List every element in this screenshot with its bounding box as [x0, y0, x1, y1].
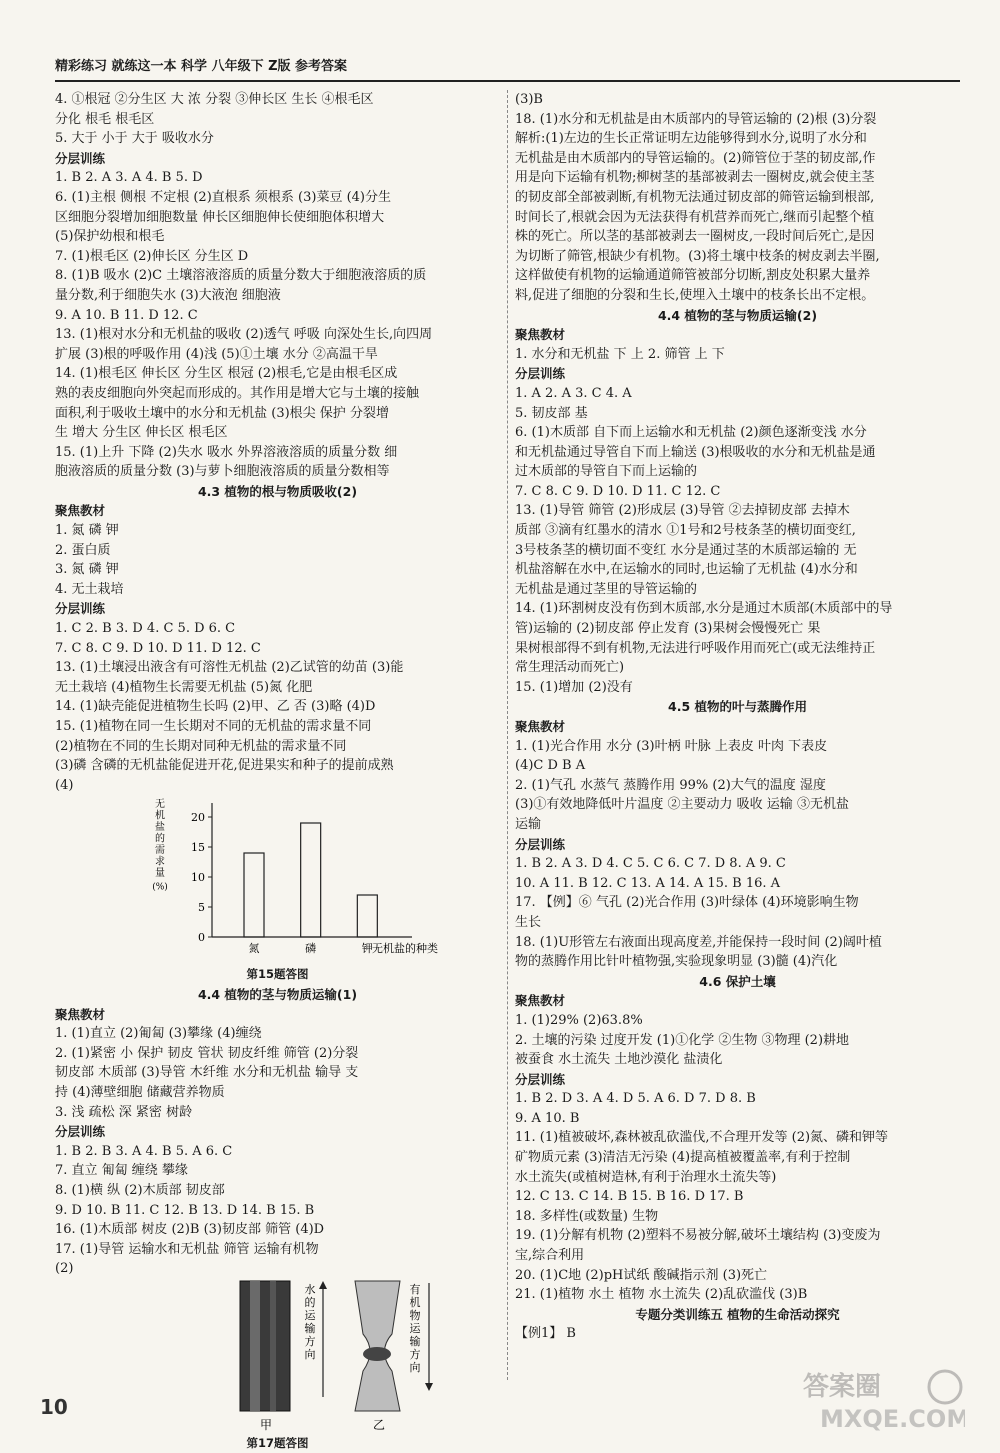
answer-line: 2. 蛋白质 — [55, 542, 111, 558]
y-axis-label-char: 无 — [155, 799, 165, 811]
answer-line: 15. (1)植物在同一生长期对不同的无机盐的需求量不同 — [55, 719, 372, 734]
answer-line: 株的死亡。所以茎的基部被剥去一圈树皮,一段时间后死亡,是因 — [515, 229, 875, 245]
figure-caption: 第17题答图 — [246, 1435, 309, 1450]
answer-line: (2)植物在不同的生长期对同种无机盐的需求量不同 — [55, 738, 347, 754]
stem-a-stripe — [270, 1281, 276, 1411]
up-arrow-head — [319, 1281, 327, 1289]
y-tick-label: 5 — [198, 901, 205, 915]
answer-line: 4. ①根冠 ②分生区 大 浓 分裂 ③伸长区 生长 ④根毛区 — [55, 92, 374, 107]
answer-line: 5. 大于 小于 大于 吸收水分 — [55, 131, 214, 147]
answer-line: 3. 氮 磷 钾 — [55, 562, 119, 578]
y-axis-label-char: 的 — [155, 833, 165, 845]
stem-a-highlight — [250, 1281, 260, 1411]
answer-line: 1. 水分和无机盐 下 上 2. 筛管 上 下 — [515, 346, 725, 362]
answer-line: 1. (1)直立 (2)匍匐 (3)攀缘 (4)缠绕 — [55, 1026, 262, 1042]
answer-line: 过木质部的导管自下而上运输的 — [515, 464, 698, 480]
answer-line: 9. A 10. B 11. D 12. C — [55, 307, 198, 323]
answer-line: 9. D 10. B 11. C 12. B 13. D 14. B 15. B — [55, 1202, 315, 1218]
answer-line: 1. C 2. B 3. D 4. C 5. D 6. C — [55, 621, 236, 637]
y-tick-label: 20 — [191, 811, 205, 825]
answer-line: 胞液溶质的质量分数 (3)与萝卜细胞液溶质的质量分数相等 — [55, 464, 390, 480]
answer-line: (3)B — [515, 92, 543, 107]
answer-line: 7. (1)根毛区 (2)伸长区 分生区 D — [55, 248, 249, 264]
stem-b-swelling — [363, 1347, 391, 1361]
answer-line: 6. (1)木质部 自下而上运输水和无机盐 (2)颜色逐渐变浅 水分 — [515, 425, 867, 441]
answer-line: 的韧皮部全部被剥断,有机物无法通过韧皮部的筛管运输到根部, — [515, 189, 875, 205]
answer-line: 宝,综合利用 — [515, 1248, 585, 1264]
subsection-heading: 聚焦教材 — [515, 993, 566, 1009]
answer-line: 生 增大 分生区 伸长区 根毛区 — [55, 425, 228, 441]
answer-line: 解析:(1)左边的生长正常证明左边能够得到水分,说明了水分和 — [515, 131, 867, 147]
answer-line: 14. (1)环割树皮没有伤到木质部,水分是通过木质部(木质部中的导 — [515, 601, 893, 617]
answer-line: 3. 浅 疏松 深 紧密 树龄 — [55, 1104, 193, 1120]
answer-line: 10. A 11. B 12. C 13. A 14. A 15. B 16. A — [515, 875, 781, 891]
answer-line: 分化 根毛 根毛区 — [55, 111, 155, 127]
fig17-right-label: 乙 — [373, 1417, 386, 1432]
answer-line: 1. 氮 磷 钾 — [55, 523, 119, 539]
page-number: 10 — [40, 1395, 68, 1419]
fig17-right-text-char: 输 — [409, 1334, 421, 1348]
answer-line: 18. (1)U形管左右液面出现高度差,并能保持一段时间 (2)阔叶植 — [515, 934, 882, 950]
answer-line: 15. (1)上升 下降 (2)失水 吸水 外界溶液溶质的质量分数 细 — [55, 444, 398, 460]
answer-line: 13. (1)导管 筛管 (2)形成层 (3)导管 ②去掉韧皮部 去掉木 — [515, 503, 850, 519]
answer-line: (2) — [55, 1261, 74, 1277]
answer-line: (4)C D B A — [515, 758, 586, 774]
answer-line: 物的蒸腾作用比针叶植物强,实验现象明显 (3)髓 (4)汽化 — [515, 954, 838, 970]
x-tick-label: 氮 — [248, 942, 260, 956]
x-tick-label: 钾 — [361, 942, 373, 956]
answer-line: 面积,利于吸收土壤中的水分和无机盐 (3)根尖 保护 分裂增 — [55, 405, 389, 421]
subsection-heading: 聚焦教材 — [515, 719, 566, 734]
answer-line: 果树根部得不到有机物,无法进行呼吸作用而死亡(或无法维持正 — [515, 640, 876, 656]
answer-line: 15. (1)增加 (2)没有 — [515, 679, 633, 695]
section-title: 4.4 植物的茎与物质运输(2) — [657, 307, 818, 323]
answer-line: 5. 韧皮部 基 — [515, 405, 588, 421]
answer-line: 机盐溶解在水中,在运输水的同时,也运输了无机盐 (4)水分和 — [515, 562, 858, 578]
answer-line: 运输 — [515, 816, 542, 832]
page-header: 精彩练习 就练这一本 科学 八年级下 Z版 参考答案 — [55, 55, 960, 82]
left-column — [55, 90, 500, 1453]
subsection-heading: 聚焦教材 — [55, 503, 106, 519]
answer-line: 6. (1)主根 侧根 不定根 (2)直根系 须根系 (3)菜豆 (4)分生 — [55, 189, 391, 205]
figure-17-container — [55, 1279, 500, 1434]
subsection-heading: 分层训练 — [55, 150, 106, 166]
answer-line: 14. (1)根毛区 伸长区 分生区 根冠 (2)根毛,它是由根毛区成 — [55, 366, 398, 382]
answer-line: 料,促进了细胞的分裂和生长,使埋入土壤中的枝条长出不定根。 — [515, 287, 875, 303]
answer-line: (5)保护幼根和根毛 — [55, 229, 165, 245]
section-title: 4.5 植物的叶与蒸腾作用 — [668, 699, 807, 715]
fig17-right-text-char: 物 — [409, 1308, 421, 1322]
answer-line: 时间长了,根就会因为无法获得有机营养而死亡,继而引起整个植 — [515, 209, 875, 225]
answer-line: 3号枝条茎的横切面不变红 水分是通过茎的木质部运输的 无 — [515, 542, 857, 558]
fig17-left-text-char: 的 — [304, 1295, 316, 1309]
answer-line: 7. C 8. C 9. D 10. D 11. C 12. C — [515, 483, 721, 499]
answer-line: 被蚕食 水土流失 土地沙漠化 盐渍化 — [515, 1052, 723, 1068]
subsection-heading: 分层训练 — [515, 836, 566, 852]
answer-line: (3)磷 含磷的无机盐能促进开花,促进果实和种子的提前成熟 — [55, 758, 394, 774]
x-tick-label: 磷 — [305, 942, 317, 956]
watermark-logo — [795, 1365, 965, 1439]
answer-line: 1. (1)29% (2)63.8% — [515, 1012, 643, 1028]
answer-line: 质部 ③滴有红墨水的清水 ①1号和2号枝条茎的横切面变红, — [515, 523, 856, 539]
answer-line: 20. (1)C地 (2)pH试纸 酸碱指示剂 (3)死亡 — [515, 1267, 768, 1283]
answer-line: 17. (1)导管 运输水和无机盐 筛管 运输有机物 — [55, 1241, 319, 1257]
subsection-heading: 分层训练 — [55, 1124, 106, 1140]
answer-line: 1. B 2. D 3. A 4. D 5. A 6. D 7. D 8. B — [515, 1091, 756, 1107]
section-title: 4.4 植物的茎与物质运输(1) — [197, 986, 358, 1002]
answer-line: 13. (1)根对水分和无机盐的吸收 (2)透气 呼吸 向深处生长,向四周 — [55, 327, 433, 343]
answer-line: 和无机盐通过导管自下而上输送 (3)根吸收的水分和无机盐是通 — [515, 444, 876, 460]
answer-line: 2. (1)紧密 小 保护 韧皮 管状 韧皮纤维 筛管 (2)分裂 — [55, 1045, 359, 1061]
answer-line: 18. 多样性(或数量) 生物 — [515, 1208, 659, 1224]
fig17-left-text-char: 运 — [304, 1308, 316, 1322]
answer-line: 21. (1)植物 水土 植物 水土流失 (2)乱砍滥伐 (3)B — [515, 1287, 808, 1303]
answer-line: 16. (1)木质部 树皮 (2)B (3)韧皮部 筛管 (4)D — [55, 1222, 325, 1238]
answer-line: 常生理活动而死亡) — [515, 660, 625, 676]
subsection-heading: 分层训练 — [515, 1071, 566, 1087]
answer-line: 18. (1)水分和无机盐是由木质部内的导管运输的 (2)根 (3)分裂 — [515, 111, 877, 127]
answer-line: 扩展 (3)根的呼吸作用 (4)浅 (5)①土壤 水分 ②高温干旱 — [55, 346, 378, 362]
y-axis-label-char: 求 — [155, 856, 165, 868]
answer-line: 为切断了筛管,根缺少有机物。(3)将土壤中枝条的树皮剥去半圈, — [515, 248, 880, 264]
stem-cutting-a — [240, 1281, 290, 1411]
answer-line: 熟的表皮细胞向外突起而形成的。其作用是增大它与土壤的接触 — [55, 385, 420, 401]
section-title: 专题分类训练五 植物的生命活动探究 — [635, 1306, 840, 1322]
answer-line: 无机盐是通过茎里的导管运输的 — [515, 581, 698, 597]
answer-line: 7. C 8. C 9. D 10. D 11. D 12. C — [55, 640, 261, 656]
figure-17 — [55, 1279, 500, 1434]
fig17-right-text-char: 运 — [409, 1321, 421, 1335]
fig17-left-text-char: 输 — [304, 1321, 316, 1335]
answer-line: 用是向下运输有机物;柳树茎的基部被剥去一圈树皮,就会使主茎 — [515, 170, 875, 186]
answer-line: (4) — [55, 777, 74, 793]
x-axis-label: 无机盐的种类 — [372, 942, 438, 956]
answer-line: 12. C 13. C 14. B 15. B 16. D 17. B — [515, 1189, 744, 1205]
fig17-left-text-char: 水 — [304, 1282, 316, 1296]
bar-钾 — [357, 895, 377, 937]
answer-line: 19. (1)分解有机物 (2)塑料不易被分解,破坏土壤结构 (3)变废为 — [515, 1228, 881, 1244]
y-tick-label: 15 — [191, 841, 205, 855]
answer-line: 4. 无土栽培 — [55, 581, 124, 597]
chart-container — [55, 795, 500, 965]
answer-line: 17. 【例】⑥ 气孔 (2)光合作用 (3)叶绿体 (4)环境影响生物 — [515, 895, 859, 911]
answer-line: 生长 — [515, 914, 542, 930]
answer-line: (3)①有效地降低叶片温度 ②主要动力 吸收 运输 ③无机盐 — [515, 797, 849, 813]
fig17-right-text-char: 机 — [409, 1295, 421, 1309]
answer-line: 管)运输的 (2)韧皮部 停止发育 (3)果树会慢慢死亡 果 — [515, 621, 821, 637]
answer-line: 9. A 10. B — [515, 1110, 580, 1126]
answer-line: 14. (1)缺壳能促进植物生长吗 (2)甲、乙 否 (3)略 (4)D — [55, 699, 376, 715]
answer-line: 无机盐是由木质部内的导管运输的。(2)筛管位于茎的韧皮部,作 — [515, 150, 876, 166]
y-axis-label-char: 量 — [155, 868, 165, 880]
answer-line: 这样做使有机物的运输通道筛管被部分切断,割皮处积累大量养 — [515, 268, 871, 284]
right-column — [515, 90, 960, 1344]
y-tick-label: 0 — [198, 931, 205, 945]
answer-line: 矿物质元素 (3)清洁无污染 (4)提高植被覆盖率,有利于控制 — [515, 1150, 851, 1166]
answer-line: 持 (4)薄壁细胞 储藏营养物质 — [55, 1084, 225, 1100]
answer-line: 区细胞分裂增加细胞数量 伸长区细胞伸长使细胞体积增大 — [55, 209, 385, 225]
answer-line: 2. 土壤的污染 过度开发 (1)①化学 ②生物 ③物理 (2)耕地 — [515, 1032, 850, 1048]
fig17-left-label: 甲 — [260, 1417, 273, 1432]
subsection-heading: 聚焦教材 — [515, 327, 566, 343]
svg-text:MXQE.COM: MXQE.COM — [820, 1405, 965, 1433]
y-axis-label-char: 机 — [155, 810, 165, 822]
subsection-heading: 分层训练 — [515, 366, 566, 382]
column-divider — [507, 90, 508, 1380]
y-axis-label-char: 需 — [155, 845, 165, 857]
section-title: 4.3 植物的根与物质吸收(2) — [197, 483, 358, 499]
fig17-left-text-char: 向 — [304, 1347, 316, 1361]
section-title: 4.6 保护土壤 — [699, 973, 776, 989]
subsection-heading: 聚焦教材 — [55, 1006, 106, 1022]
y-tick-label: 10 — [191, 871, 205, 885]
stem-cutting-b — [355, 1281, 400, 1411]
bar-氮 — [244, 853, 264, 937]
fig17-right-text-char: 有 — [409, 1282, 421, 1296]
fig17-left-text-char: 方 — [304, 1334, 316, 1348]
bar-磷 — [301, 823, 321, 937]
answer-line: 8. (1)B 吸水 (2)C 土壤溶液溶质的质量分数大于细胞液溶质的质 — [55, 268, 427, 284]
down-arrow-head — [425, 1383, 433, 1391]
answer-line: 13. (1)土壤浸出液含有可溶性无机盐 (2)乙试管的幼苗 (3)能 — [55, 660, 404, 676]
y-axis-label-unit: (%) — [152, 882, 168, 893]
answer-line: 韧皮部 木质部 (3)导管 木纤维 水分和无机盐 输导 支 — [55, 1065, 359, 1081]
answer-line: 1. B 2. A 3. D 4. C 5. C 6. C 7. D 8. A 9. C — [515, 856, 786, 872]
bar-chart — [150, 795, 450, 965]
svg-text:答案圈: 答案圈 — [803, 1372, 882, 1402]
answer-line: 1. A 2. A 3. C 4. A — [515, 385, 632, 401]
answer-line: 1. B 2. B 3. A 4. B 5. A 6. C — [55, 1143, 233, 1159]
answer-line: 2. (1)气孔 水蒸气 蒸腾作用 99% (2)大气的温度 湿度 — [515, 777, 826, 793]
fig17-right-text-char: 方 — [409, 1347, 421, 1361]
answer-line: 水土流失(或植树造林,有利于治理水土流失等) — [515, 1169, 777, 1185]
answer-line: 8. (1)横 纵 (2)木质部 韧皮部 — [55, 1182, 225, 1198]
answer-line: 1. (1)光合作用 水分 (3)叶柄 叶脉 上表皮 叶肉 下表皮 — [515, 738, 828, 754]
y-axis-label-char: 盐 — [155, 822, 165, 834]
figure-caption: 第15题答图 — [246, 967, 309, 982]
fig17-right-text-char: 向 — [409, 1360, 421, 1374]
answer-line: 1. B 2. A 3. A 4. B 5. D — [55, 170, 203, 186]
answer-line: 11. (1)植被破坏,森林被乱砍滥伐,不合理开发等 (2)氮、磷和钾等 — [515, 1130, 889, 1146]
subsection-heading: 分层训练 — [55, 601, 106, 617]
answer-line: 量分数,利于细胞失水 (3)大液泡 细胞液 — [55, 287, 281, 303]
answer-line: 7. 直立 匍匐 缠绕 攀缘 — [55, 1163, 188, 1179]
answer-line: 无土栽培 (4)植物生长需要无机盐 (5)氮 化肥 — [55, 679, 313, 695]
answer-line: 【例1】 B — [515, 1326, 576, 1342]
